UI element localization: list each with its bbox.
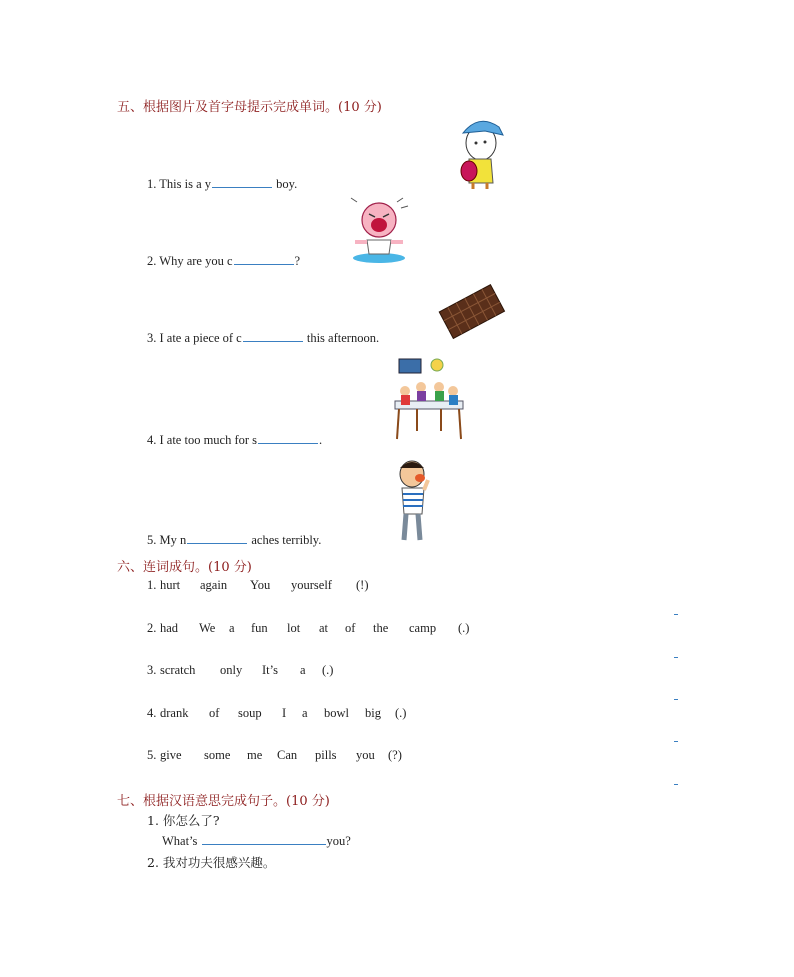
answer-line-marker-1: [674, 614, 678, 615]
answer-line-marker-5: [674, 784, 678, 785]
section-6-heading: 六、连词成句。(10 分): [117, 560, 252, 575]
scrambled-sentence-3: [147, 663, 342, 678]
answer-blank-4[interactable]: [258, 431, 318, 444]
word-token: (?): [388, 748, 402, 762]
fill-item-1: [147, 175, 297, 192]
word-token: camp: [409, 621, 437, 635]
word-token: soup: [238, 706, 262, 720]
word-token: You: [250, 578, 271, 592]
word-token: you: [356, 748, 375, 762]
item-4-prefix: 4. I ate too much for s: [147, 433, 258, 447]
scrambled-sentence-1: [147, 578, 386, 593]
word-token: fun: [251, 621, 268, 635]
word-token: scratch: [160, 663, 196, 677]
word-token: of: [209, 706, 220, 720]
fill-item-4: [147, 431, 322, 448]
fill-item-3: [147, 329, 379, 346]
boy-toothache-icon: [390, 458, 436, 544]
word-token: a: [229, 621, 235, 635]
word-token: I: [282, 706, 287, 720]
item-number: 2.: [147, 621, 157, 635]
word-token: (.): [458, 621, 470, 635]
word-token: only: [220, 663, 243, 677]
translation-blank-1[interactable]: [202, 832, 326, 845]
scrambled-sentence-4: [147, 706, 415, 721]
answer-line-marker-2: [674, 657, 678, 658]
answer-line-marker-3: [674, 699, 678, 700]
item-2-prefix: 2. Why are you c: [147, 254, 233, 268]
word-token: big: [365, 706, 381, 720]
item-1-suffix: you?: [326, 834, 351, 848]
item-1-prefix: 1. This is a y: [147, 177, 212, 191]
scrambled-sentence-2: [147, 621, 478, 636]
word-token: me: [247, 748, 263, 762]
word-token: a: [302, 706, 308, 720]
item-1-prefix: What’s: [162, 834, 201, 848]
translation-item-2-chinese: 2. 我对功夫很感兴趣。: [147, 855, 276, 870]
fill-item-2: [147, 252, 300, 269]
section-7-heading: 七、根据汉语意思完成句子。(10 分): [117, 794, 330, 809]
scrambled-sentence-5: [147, 748, 408, 763]
boy-with-cap-icon: [455, 113, 505, 191]
fill-item-5: [147, 531, 321, 548]
word-token: It’s: [262, 663, 278, 677]
word-token: We: [199, 621, 216, 635]
word-token: lot: [287, 621, 301, 635]
word-token: (.): [395, 706, 407, 720]
item-number: 4.: [147, 706, 157, 720]
word-token: at: [319, 621, 329, 635]
word-token: again: [200, 578, 228, 592]
answer-blank-5[interactable]: [187, 531, 247, 544]
word-token: drank: [160, 706, 189, 720]
word-token: had: [160, 621, 179, 635]
translation-item-1-chinese: 1. 你怎么了?: [147, 813, 220, 828]
item-2-suffix: ?: [294, 254, 301, 268]
item-number: 5.: [147, 748, 157, 762]
item-number: 1.: [147, 578, 157, 592]
word-token: yourself: [291, 578, 332, 592]
word-token: a: [300, 663, 306, 677]
answer-line-marker-4: [674, 741, 678, 742]
word-token: bowl: [324, 706, 349, 720]
word-token: (.): [322, 663, 334, 677]
family-dinner-icon: [391, 357, 467, 443]
word-token: hurt: [160, 578, 181, 592]
item-3-prefix: 3. I ate a piece of c: [147, 331, 242, 345]
item-5-prefix: 5. My n: [147, 533, 187, 547]
word-token: Can: [277, 748, 298, 762]
item-5-suffix: aches terribly.: [248, 533, 322, 547]
word-token: some: [204, 748, 231, 762]
item-1-suffix: boy.: [273, 177, 298, 191]
translation-item-1-answer-line: [162, 832, 351, 849]
word-token: of: [345, 621, 356, 635]
section-5-heading: 五、根据图片及首字母提示完成单词。(10 分): [117, 100, 382, 115]
answer-blank-2[interactable]: [234, 252, 294, 265]
word-token: give: [160, 748, 182, 762]
item-3-suffix: this afternoon.: [303, 331, 380, 345]
word-token: (!): [356, 578, 369, 592]
item-4-suffix: .: [319, 433, 323, 447]
chocolate-bar-icon: [437, 281, 505, 343]
crying-baby-icon: [345, 196, 413, 264]
word-token: the: [373, 621, 389, 635]
answer-blank-3[interactable]: [243, 329, 303, 342]
answer-blank-1[interactable]: [212, 175, 272, 188]
word-token: pills: [315, 748, 337, 762]
item-number: 3.: [147, 663, 157, 677]
